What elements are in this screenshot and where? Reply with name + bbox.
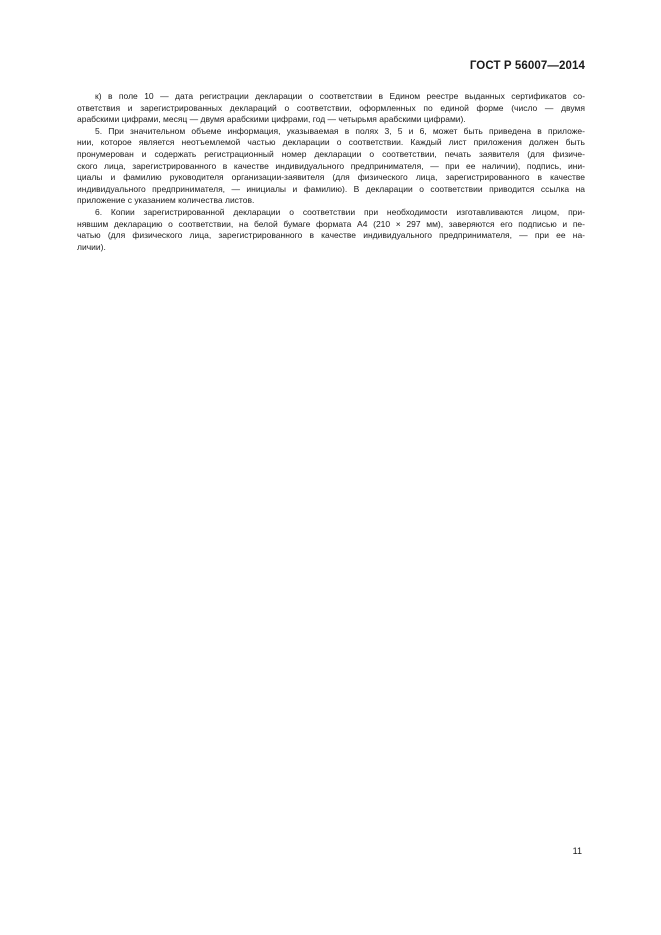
text-line: ответствия и зарегистрированных деклараций о соответствии, оформленных по единой форме (число — двумя — [77, 102, 585, 113]
text-line: ского лица, зарегистрированного в качестве индивидуального предпринимателя, — при ее наличии), подпись, ини- — [77, 160, 585, 171]
document-body — [77, 91, 585, 253]
page-number: 11 — [572, 846, 582, 856]
text-line: индивидуального предпринимателя, — инициалы и фамилию). В декларации о соответствии приводится ссылка на — [77, 183, 585, 194]
text-line: к) в поле 10 — дата регистрации декларации о соответствии в Едином реестре выданных сертификатов со- — [95, 91, 585, 101]
text-line: нявшим декларацию о соответствии, на белой бумаге формата А4 (210 × 297 мм), заверяются его подписью и пе- — [77, 218, 585, 229]
text-line: 5. При значительном объеме информация, указываемая в полях 3, 5 и 6, может быть приведена в приложе- — [95, 125, 585, 136]
paragraph-item-k — [77, 91, 585, 126]
document-header-standard: ГОСТ Р 56007—2014 — [469, 60, 585, 72]
paragraph-5 — [77, 126, 585, 207]
text-line: личии). — [77, 241, 106, 252]
text-line: циалы и фамилию руководителя организации-заявителя (для физического лица, зарегистрированного в качестве — [77, 172, 585, 183]
text-line: 6. Копии зарегистрированной декларации о соответствии при необходимости изготавливаются лицом, при- — [95, 206, 585, 217]
paragraph-6 — [77, 207, 585, 253]
text-line: нии, которое является неотъемлемой частью декларации о соответствии. Каждый лист приложения должен быть — [77, 137, 585, 148]
text-line: арабскими цифрами, месяц — двумя арабскими цифрами, год — четырьмя арабскими цифрами). — [77, 114, 466, 125]
text-line: приложение с указанием количества листов. — [77, 195, 255, 206]
text-line: пронумерован и содержать регистрационный номер декларации о соответствии, печать заявителя (для физиче- — [77, 148, 585, 159]
text-line: чатью (для физического лица, зарегистрированного в качестве индивидуального предпринимателя, — при ее на- — [77, 230, 585, 241]
